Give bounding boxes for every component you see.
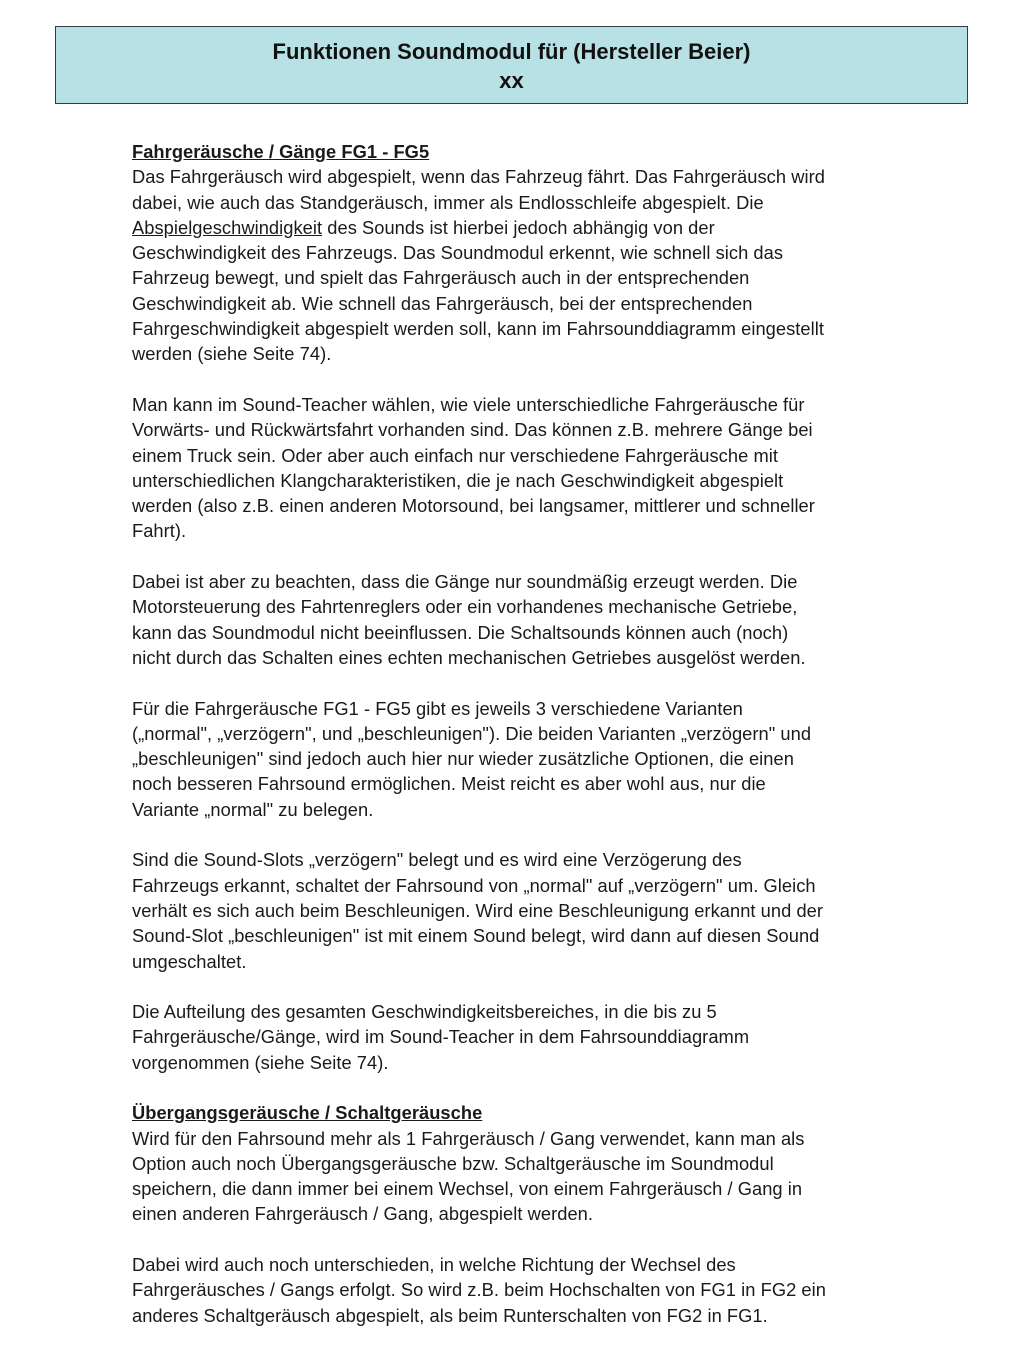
text-line: noch besseren Fahrsound ermöglichen. Meist reicht es aber wohl aus, nur die bbox=[132, 773, 766, 795]
paragraph bbox=[132, 696, 922, 822]
text-line: unterschiedlichen Klangcharakteristiken, die je nach Geschwindigkeit abgespielt bbox=[132, 469, 784, 491]
text-line: Dabei ist aber zu beachten, dass die Gänge nur soundmäßig erzeugt werden. Die bbox=[132, 571, 798, 593]
text-line: Fahrt). bbox=[132, 520, 187, 542]
text-line: Für die Fahrgeräusche FG1 - FG5 gibt es jeweils 3 verschiedene Varianten bbox=[132, 697, 743, 719]
text-line: Das Fahrgeräusch wird abgespielt, wenn das Fahrzeug fährt. Das Fahrgeräusch wird bbox=[132, 166, 825, 188]
paragraph bbox=[132, 569, 922, 670]
underlined-term: Abspielgeschwindigkeit bbox=[132, 216, 323, 238]
paragraph bbox=[132, 999, 922, 1075]
text-line: Fahrzeug bewegt, und spielt das Fahrgeräusch auch in der entsprechenden bbox=[132, 267, 750, 289]
text-line: Die Aufteilung des gesamten Geschwindigkeitsbereiches, in die bis zu 5 bbox=[132, 1001, 717, 1023]
text-line-rest: des Sounds ist hierbei jedoch abhängig von der bbox=[322, 216, 715, 238]
text-line: Geschwindigkeit ab. Wie schnell das Fahrgeräusch, bei der entsprechenden bbox=[132, 292, 753, 314]
document-body bbox=[132, 139, 922, 1328]
paragraph bbox=[132, 1252, 922, 1328]
text-line: Dabei wird auch noch unterschieden, in welche Richtung der Wechsel des bbox=[132, 1254, 736, 1276]
page-subtitle: xx bbox=[499, 68, 524, 93]
text-line: kann das Soundmodul nicht beeinflussen. Die Schaltsounds können auch (noch) bbox=[132, 621, 789, 643]
paragraph bbox=[132, 392, 922, 544]
text-line: nicht durch das Schalten eines echten mechanischen Getriebes ausgelöst werden. bbox=[132, 646, 806, 668]
section-driving-sounds bbox=[132, 139, 922, 1075]
text-line: anderes Schaltgeräusch abgespielt, als beim Runterschalten von FG2 in FG1. bbox=[132, 1304, 768, 1326]
text-line: Fahrgeräusche/Gänge, wird im Sound-Teacher in dem Fahrsounddiagramm bbox=[132, 1026, 750, 1048]
text-line: Wird für den Fahrsound mehr als 1 Fahrgeräusch / Gang verwendet, kann man als bbox=[132, 1127, 805, 1149]
text-line: Fahrzeugs erkannt, schaltet der Fahrsound von „normal" auf „verzögern" um. Gleich bbox=[132, 874, 816, 896]
paragraph bbox=[132, 164, 922, 366]
text-line bbox=[132, 215, 922, 240]
text-line: werden (also z.B. einen anderen Motorsound, bei langsamer, mittlerer und schneller bbox=[132, 495, 815, 517]
text-line: Sound-Slot „beschleunigen" ist mit einem Sound belegt, wird dann auf diesen Sound bbox=[132, 925, 820, 947]
text-line: werden (siehe Seite 74). bbox=[132, 343, 332, 365]
paragraph bbox=[132, 847, 922, 973]
text-line: umgeschaltet. bbox=[132, 950, 247, 972]
text-line: Vorwärts- und Rückwärtsfahrt vorhanden sind. Das können z.B. mehrere Gänge bei bbox=[132, 419, 813, 441]
section-heading-transition-sounds: Übergangsgeräusche / Schaltgeräusche bbox=[132, 1102, 483, 1124]
section-transition-sounds bbox=[132, 1100, 922, 1328]
text-line: verhält es sich auch beim Beschleunigen. Wird eine Beschleunigung erkannt und der bbox=[132, 899, 824, 921]
text-line: Fahrgeschwindigkeit abgespielt werden soll, kann im Fahrsounddiagramm eingestellt bbox=[132, 318, 824, 340]
text-line: Sind die Sound-Slots „verzögern" belegt und es wird eine Verzögerung des bbox=[132, 849, 742, 871]
text-line: Man kann im Sound-Teacher wählen, wie viele unterschiedliche Fahrgeräusche für bbox=[132, 393, 805, 415]
text-line: („normal", „verzögern", und „beschleunigen"). Die beiden Varianten „verzögern" und bbox=[132, 722, 812, 744]
section-heading-driving-sounds: Fahrgeräusche / Gänge FG1 - FG5 bbox=[132, 141, 430, 162]
text-line: einen anderen Fahrgeräusch / Gang, abgespielt werden. bbox=[132, 1203, 594, 1225]
text-line: einem Truck sein. Oder aber auch einfach nur verschiedene Fahrgeräusche mit bbox=[132, 444, 778, 466]
text-line: Fahrgeräusches / Gangs erfolgt. So wird z.B. beim Hochschalten von FG1 in FG2 ein bbox=[132, 1279, 826, 1301]
paragraph bbox=[132, 1126, 922, 1227]
text-line: dabei, wie auch das Standgeräusch, immer als Endlosschleife abgespielt. Die bbox=[132, 191, 764, 213]
text-line: vorgenommen (siehe Seite 74). bbox=[132, 1051, 389, 1073]
text-line: speichern, die dann immer bei einem Wechsel, von einem Fahrgeräusch / Gang in bbox=[132, 1178, 803, 1200]
text-line: Geschwindigkeit des Fahrzeugs. Das Soundmodul erkennt, wie schnell sich das bbox=[132, 242, 784, 264]
page-title: Funktionen Soundmodul für (Hersteller Beier) bbox=[272, 39, 751, 64]
text-line: Variante „normal" zu belegen. bbox=[132, 798, 374, 820]
page-title-box bbox=[55, 26, 968, 104]
text-line: „beschleunigen" sind jedoch auch hier nur wieder zusätzliche Optionen, die einen bbox=[132, 748, 794, 770]
text-line: Option auch noch Übergangsgeräusche bzw. Schaltgeräusche im Soundmodul bbox=[132, 1152, 774, 1174]
text-line: Motorsteuerung des Fahrtenreglers oder ein vorhandenes mechanische Getriebe, bbox=[132, 596, 798, 618]
